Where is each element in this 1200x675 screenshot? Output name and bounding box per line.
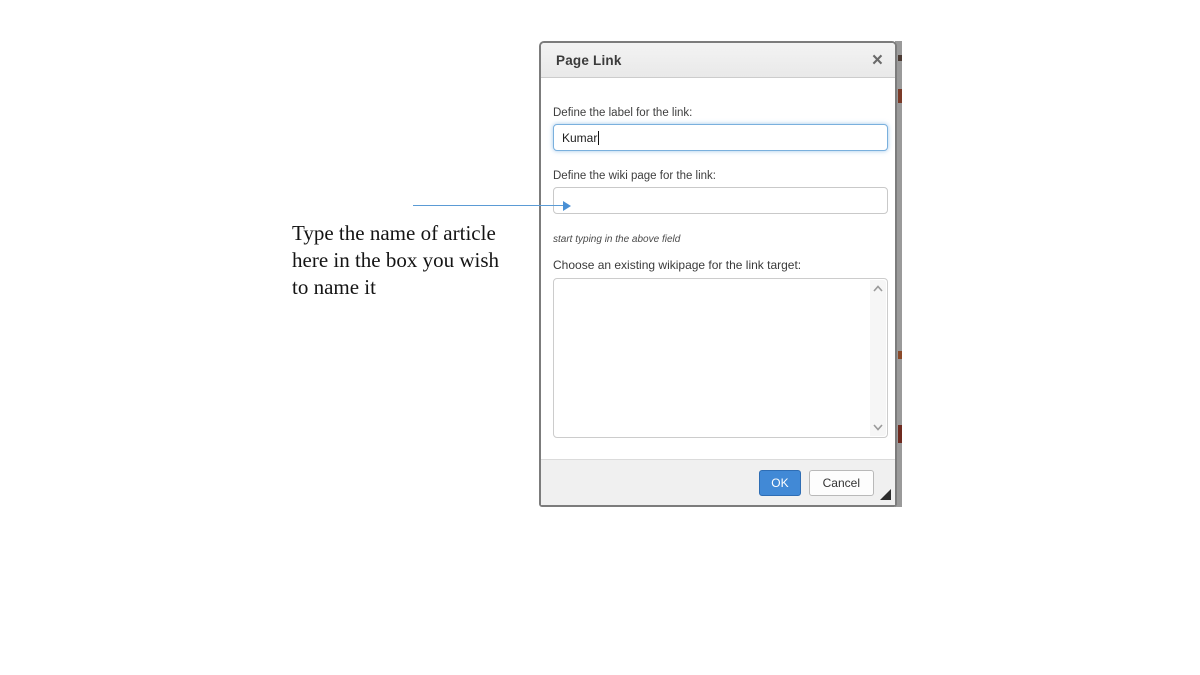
- chevron-down-icon[interactable]: [873, 424, 883, 431]
- background-artifact: [898, 425, 902, 443]
- cancel-button[interactable]: Cancel: [809, 470, 874, 496]
- resize-handle-icon[interactable]: [880, 489, 891, 500]
- link-label-input[interactable]: [553, 124, 888, 151]
- background-artifact: [898, 351, 902, 359]
- link-label-input-value: Kumar: [562, 130, 598, 145]
- close-icon[interactable]: ×: [871, 49, 883, 71]
- background-artifact: [898, 89, 902, 103]
- link-label-field-label: Define the label for the link:: [553, 107, 693, 119]
- typing-hint: start typing in the above field: [553, 234, 681, 245]
- dialog-footer: [541, 459, 895, 505]
- chevron-up-icon[interactable]: [873, 285, 883, 292]
- listbox-scrollbar[interactable]: [870, 280, 886, 436]
- wiki-page-field-label: Define the wiki page for the link:: [553, 170, 717, 182]
- annotation-line: Type the name of article: [292, 221, 496, 245]
- text-caret: [598, 131, 599, 145]
- target-list-label: Choose an existing wikipage for the link target:: [553, 258, 802, 272]
- page-link-dialog: [539, 41, 897, 507]
- arrow-head-icon: [563, 201, 571, 211]
- wikipage-listbox[interactable]: [553, 278, 888, 438]
- annotation-arrow-icon: [413, 200, 571, 212]
- annotation-note: [292, 220, 532, 301]
- ok-button[interactable]: OK: [759, 470, 800, 496]
- dialog-title: Page Link: [556, 52, 622, 68]
- dialog-titlebar[interactable]: [541, 43, 895, 78]
- annotation-line: to name it: [292, 275, 376, 299]
- dialog-body: [541, 78, 895, 438]
- arrow-line: [413, 205, 564, 206]
- background-artifact: [898, 55, 902, 61]
- annotation-line: here in the box you wish: [292, 248, 500, 272]
- wiki-page-input[interactable]: [553, 187, 888, 214]
